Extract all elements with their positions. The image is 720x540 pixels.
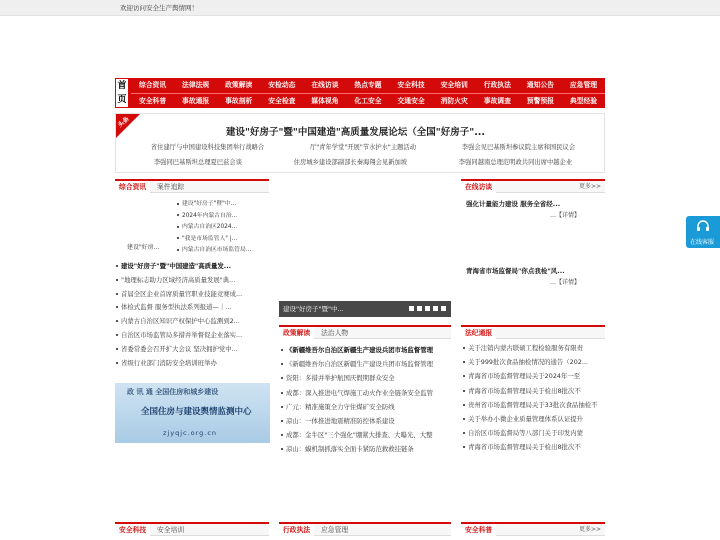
- banner-line-2: 全国住房与建设舆情监测中心: [141, 407, 252, 417]
- promo-banner[interactable]: [115, 383, 270, 443]
- law-section-tabs: [461, 325, 605, 339]
- interview-card-1-detail[interactable]: …【详情】: [550, 212, 581, 219]
- news-text: "地理标志助力区域经济高质量发展"典...: [121, 275, 236, 284]
- bullet-icon: [177, 237, 179, 239]
- bullet-icon: [463, 361, 465, 363]
- news-list-item[interactable]: [281, 373, 451, 382]
- law-news-item[interactable]: [463, 386, 605, 395]
- news-list-item[interactable]: [116, 275, 269, 284]
- slide-dot-1[interactable]: [409, 306, 414, 311]
- news-text: 凉山：一体推进地震精准防控体系建设: [286, 417, 395, 425]
- news-list-item[interactable]: [281, 402, 451, 411]
- bullet-icon: [463, 390, 465, 392]
- headset-icon: [696, 220, 710, 234]
- thumb-list-text: 内蒙古自治区市场监管局...: [182, 247, 252, 253]
- news-text: 成都：金牛区"三个强化"绷紧大排查、大曝光、大整: [286, 431, 433, 440]
- slide-dot-2[interactable]: [417, 306, 422, 311]
- nav-item[interactable]: 在线访谈: [311, 81, 339, 89]
- tab-safety-science[interactable]: 安全科普: [461, 524, 496, 536]
- nav-item[interactable]: 应急管理: [569, 81, 598, 89]
- right-section-tabs: [461, 179, 605, 193]
- bullet-icon: [177, 249, 179, 251]
- news-text: 内蒙古自治区知识产权保护中心监测到2...: [121, 317, 240, 326]
- news-list-item[interactable]: [116, 289, 269, 298]
- news-text: 体检式监督 服务型执法系列报道—｜...: [121, 303, 232, 312]
- tab-case-tracking[interactable]: 案件追踪: [157, 183, 185, 191]
- tab-emergency-management[interactable]: 应急管理: [321, 526, 349, 534]
- nav-item[interactable]: 安全检查: [268, 97, 296, 105]
- news-list-item[interactable]: [116, 261, 269, 270]
- news-text: 关于999批次食品抽检情况的通告（202...: [468, 358, 588, 367]
- headline-links-row-1: [128, 142, 598, 151]
- nav-item[interactable]: 事故通报: [182, 97, 210, 105]
- bullet-icon: [116, 265, 118, 267]
- slide-caption[interactable]: 建设"好房子"暨"中...: [283, 305, 344, 313]
- law-news-item[interactable]: [463, 371, 605, 380]
- bullet-icon: [463, 446, 465, 448]
- tab-online-interview[interactable]: 在线访谈: [461, 181, 496, 193]
- headline-link[interactable]: 李强会见巴基斯坦参议院主席和国民议会: [461, 144, 576, 151]
- nav-item[interactable]: 政策解读: [225, 81, 253, 89]
- bullet-icon: [281, 349, 283, 351]
- tab-safety-training[interactable]: 安全培训: [157, 526, 185, 534]
- news-list-item[interactable]: [281, 416, 451, 425]
- bullet-icon: [281, 392, 283, 394]
- law-news-item[interactable]: [463, 428, 605, 437]
- bullet-icon: [463, 418, 465, 420]
- news-text: 青海省市场监督管理局关于检出8批次不: [468, 386, 581, 395]
- news-list-item[interactable]: [281, 388, 451, 397]
- bullet-icon: [116, 293, 118, 295]
- main-nav: [115, 78, 605, 108]
- bottom-right-tabs: [461, 522, 605, 536]
- interview-card-1-title[interactable]: 强化计量能力建设 服务全省经...: [466, 200, 561, 208]
- thumb-list-item[interactable]: [177, 233, 269, 242]
- bullet-icon: [177, 203, 179, 205]
- headline-title[interactable]: 建设"好房子"暨"中国建造"高质量发展论坛（全国"好房子"...: [226, 127, 486, 138]
- bullet-icon: [116, 320, 118, 322]
- bullet-icon: [463, 375, 465, 377]
- bullet-icon: [281, 377, 283, 379]
- online-service-label: 在线客服: [690, 239, 715, 246]
- thumb-list-text: 内蒙古自治区2024...: [182, 224, 238, 230]
- bullet-icon: [116, 348, 118, 350]
- bullet-icon: [463, 432, 465, 434]
- thumb-list-item[interactable]: [177, 244, 269, 253]
- nav-item[interactable]: 通知公告: [526, 81, 554, 89]
- center-section-tabs: [279, 325, 451, 339]
- slide-dot-3[interactable]: [425, 306, 430, 311]
- nav-item[interactable]: 事故调查: [483, 97, 511, 105]
- bullet-icon: [281, 363, 283, 365]
- banner-line-1: 政 讯 通 全国住房和城乡建设: [127, 388, 219, 396]
- news-text: 省委常委会召开扩大会议 坚决拥护党中...: [121, 344, 238, 353]
- news-text: 成都：深入推进电气焊施工动火作业全链条安全监管: [286, 388, 433, 397]
- slide-caption-bar: [279, 301, 451, 317]
- thumb-list-text: 建设"好房子"暨"中...: [182, 201, 237, 207]
- law-news-item[interactable]: [463, 414, 605, 423]
- bullet-icon: [281, 434, 283, 436]
- home-char-1: 首: [117, 81, 127, 91]
- tab-admin-enforcement[interactable]: 行政执法: [279, 524, 314, 536]
- nav-item[interactable]: 消防火灾: [440, 97, 468, 105]
- nav-row-2: [131, 93, 605, 108]
- news-list-item[interactable]: [116, 344, 269, 353]
- bullet-icon: [281, 420, 283, 422]
- bullet-icon: [177, 214, 179, 216]
- featured-slideshow[interactable]: [279, 180, 451, 317]
- news-list-item[interactable]: [281, 359, 451, 368]
- nav-item[interactable]: 安全培训: [440, 81, 468, 89]
- headline-links-row-2: [128, 157, 598, 166]
- bullet-icon: [116, 362, 118, 364]
- thumb-list-text: "我是市场监管人" |...: [182, 235, 238, 242]
- thumb-list-item[interactable]: [177, 210, 269, 219]
- thumb-list-text: 2024年内蒙古自治...: [182, 212, 238, 219]
- nav-item[interactable]: 交通安全: [397, 97, 425, 105]
- news-text: 青海省市场监督管理局关于检出8批次不: [468, 443, 581, 452]
- tab-policy-interpretation[interactable]: 政策解读: [279, 327, 314, 339]
- more-link-science[interactable]: 更多>>: [578, 526, 601, 533]
- nav-item[interactable]: 法律法规: [182, 81, 210, 89]
- nav-item[interactable]: 行政执法: [483, 81, 511, 89]
- nav-item[interactable]: 预警预报: [526, 97, 554, 105]
- tab-legal-figures[interactable]: 法治人物: [321, 329, 349, 337]
- thumb-caption[interactable]: 建设"好房...: [127, 244, 160, 251]
- bullet-icon: [116, 334, 118, 336]
- nav-row-1: [131, 78, 605, 93]
- bullet-icon: [463, 347, 465, 349]
- nav-item[interactable]: 化工安全: [354, 97, 382, 105]
- interview-card-2-detail[interactable]: …【详情】: [550, 279, 581, 286]
- news-text: 省级行业部门消防安全培训班举办: [121, 358, 217, 367]
- news-text: 自治区市场监管局多措并举督促企业落实...: [121, 331, 243, 339]
- left-section-tabs: [115, 179, 269, 193]
- thumb-list-item[interactable]: [177, 221, 269, 230]
- nav-item[interactable]: 安检动态: [268, 81, 296, 89]
- bullet-icon: [116, 279, 118, 281]
- tab-safety-tech[interactable]: 安全科技: [115, 524, 150, 536]
- headline-link[interactable]: 李强同越南总理范明政共同出席中越企业: [458, 159, 573, 166]
- nav-item[interactable]: 安全科技: [397, 81, 425, 89]
- news-text: 关于举办小微企业质量管理体系认证提升: [468, 415, 584, 423]
- headline-link[interactable]: 厅"青年学堂"开展"节水护水"主题活动: [309, 144, 417, 151]
- news-text: 首届全区企业首席质量官职业技能竞赛成...: [121, 289, 243, 298]
- news-list-item[interactable]: [116, 316, 269, 325]
- news-text: 青海省市场监督管理局关于2024年一至: [468, 372, 581, 381]
- more-link-interview[interactable]: 更多>>: [578, 183, 601, 190]
- news-text: 凉山：蟆机制抓落实全面卡紧防范救救挂链条: [286, 445, 414, 454]
- nav-item[interactable]: 典型经验: [569, 97, 598, 105]
- news-list-item[interactable]: [281, 345, 451, 354]
- thumb-list-item[interactable]: [177, 198, 269, 207]
- news-list-item[interactable]: [281, 430, 451, 439]
- bottom-center-tabs: [279, 522, 451, 536]
- welcome-text: 欢迎访问安全生产舆情网！: [120, 4, 198, 12]
- tab-law-bulletin[interactable]: 法纪通报: [461, 327, 496, 339]
- headline-link[interactable]: 省住建厅与中国建设科技集团举行战略合: [150, 144, 265, 151]
- bullet-icon: [281, 448, 283, 450]
- law-news-item[interactable]: [463, 442, 605, 451]
- news-list-item[interactable]: [281, 444, 451, 453]
- news-text: 广元：精准施策全力守住煤矿安全防线: [286, 402, 395, 411]
- news-list-item[interactable]: [116, 330, 269, 339]
- news-text: 《新疆维吾尔自治区新疆生产建设兵团市场监督管理: [286, 346, 433, 354]
- online-service-button[interactable]: [686, 216, 720, 248]
- headline-box: [115, 113, 605, 173]
- headline-link[interactable]: 住房城乡建设部副部长秦海翔会见新加坡: [293, 159, 408, 166]
- nav-item[interactable]: 安全科普: [138, 97, 167, 105]
- nav-item[interactable]: 媒体视角: [311, 97, 339, 105]
- law-news-item[interactable]: [463, 400, 605, 409]
- slide-dot-5[interactable]: [441, 306, 446, 311]
- bullet-icon: [463, 404, 465, 406]
- interview-card-2-title[interactable]: 青海省市场监督局"你点我检"风...: [466, 267, 565, 275]
- tab-general-news[interactable]: 综合资讯: [115, 181, 150, 193]
- bullet-icon: [177, 226, 179, 228]
- news-text: 关于注销内蒙古联硕工程检验服务有限责: [468, 344, 584, 352]
- news-text: 自治区市场监督局等八部门关于印发内蒙: [468, 429, 584, 438]
- bottom-left-tabs: [115, 522, 269, 536]
- bullet-icon: [281, 406, 283, 408]
- slide-dot-4[interactable]: [433, 306, 438, 311]
- nav-item[interactable]: 事故剖析: [225, 97, 253, 105]
- news-text: 《新疆维吾尔自治区新疆生产建设兵团市场监督管理: [286, 360, 433, 369]
- home-char-2: 页: [117, 95, 127, 105]
- headline-link[interactable]: 李强同巴基斯坦总理夏巴兹会谈: [153, 159, 243, 166]
- news-text: 建设"好房子"暨"中国建造"高质量发...: [121, 262, 232, 270]
- nav-item[interactable]: 综合资讯: [138, 81, 167, 89]
- news-list-item[interactable]: [116, 302, 269, 311]
- nav-item[interactable]: 热点专题: [354, 81, 382, 89]
- news-text: 资阳：多措并举护航国庆假期群众安全: [286, 374, 395, 383]
- nav-home-button[interactable]: [115, 78, 129, 108]
- banner-line-3: zjyqjc.org.cn: [163, 429, 218, 437]
- news-text: 贵州省市场监督管理局关于33批次食品抽检不: [468, 400, 598, 409]
- law-news-item[interactable]: [463, 343, 605, 352]
- headline-badge-text: 头条: [116, 115, 131, 129]
- bullet-icon: [116, 306, 118, 308]
- top-welcome-bar: [0, 0, 720, 16]
- law-news-item[interactable]: [463, 357, 605, 366]
- news-list-item[interactable]: [116, 358, 269, 367]
